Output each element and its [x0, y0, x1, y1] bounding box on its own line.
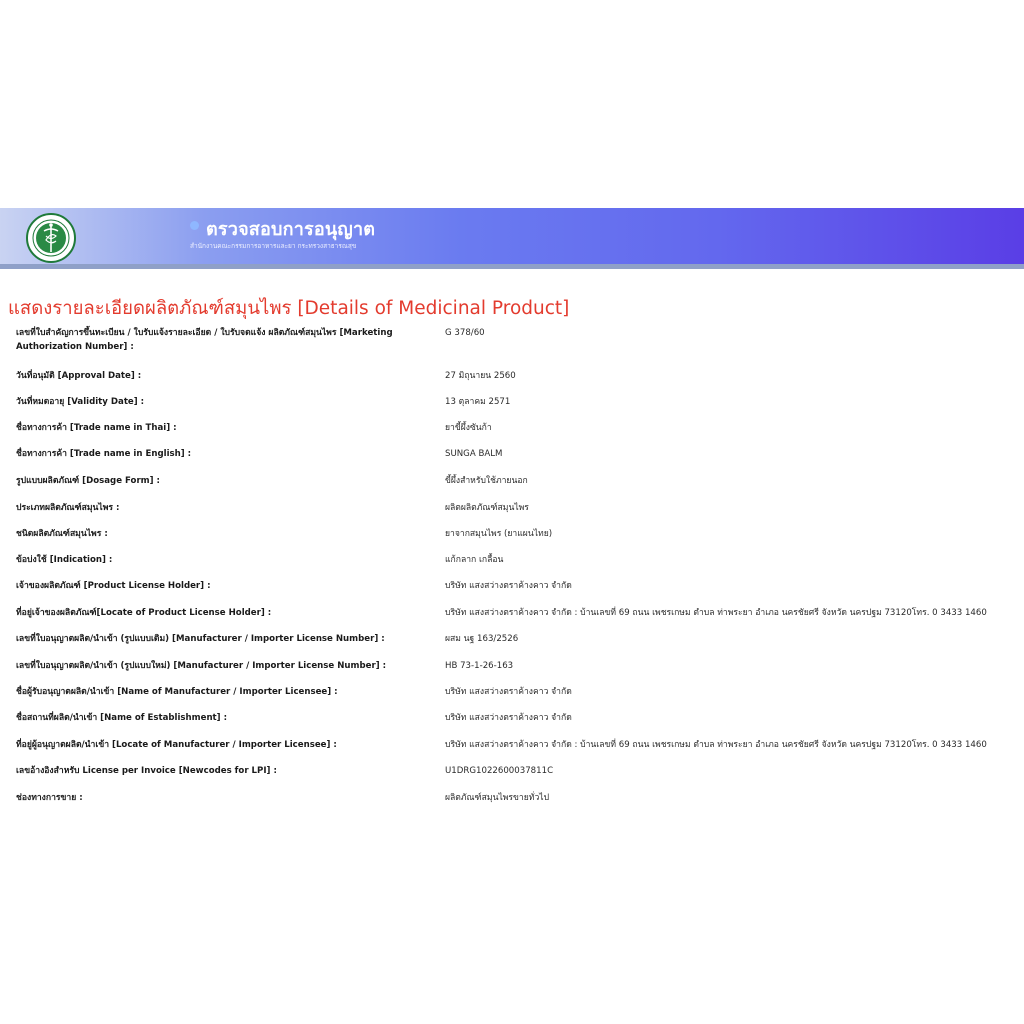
detail-label: ชื่อทางการค้า [Trade name in Thai] : [16, 423, 177, 433]
detail-value: บริษัท แสงสว่างตราค้างคาว จำกัด : บ้านเลขที่ 69 ถนน เพชรเกษม ตำบล ท่าพระยา อำเภอ นครชัยศรี จังหวัด นครปฐม 73120โทร. 0 3433 1460 [445, 608, 987, 618]
detail-label: ชื่อผู้รับอนุญาตผลิต/นำเข้า [Name of Manufacturer / Importer Licensee] : [16, 687, 338, 697]
detail-value: 27 มิถุนายน 2560 [445, 371, 516, 381]
detail-label: เลขที่ใบอนุญาตผลิต/นำเข้า (รูปแบบใหม่) [Manufacturer / Importer License Number] : [16, 661, 387, 671]
detail-label: เลขอ้างอิงสำหรับ License per Invoice [Newcodes for LPI] : [16, 766, 277, 776]
detail-label: ข้อบ่งใช้ [Indication] : [16, 555, 113, 565]
detail-value: บริษัท แสงสว่างตราค้างคาว จำกัด [445, 713, 572, 723]
header-bullet-icon [190, 221, 199, 230]
detail-value: บริษัท แสงสว่างตราค้างคาว จำกัด [445, 687, 572, 697]
detail-value: U1DRG1022600037811C [445, 766, 554, 776]
detail-value: 13 ตุลาคม 2571 [445, 397, 511, 407]
detail-value: ขี้ผึ้งสำหรับใช้ภายนอก [445, 476, 528, 486]
detail-label: วันที่หมดอายุ [Validity Date] : [16, 397, 145, 407]
page-title: แสดงรายละเอียดผลิตภัณฑ์สมุนไพร [Details of Medicinal Product] [8, 298, 570, 319]
header-divider [0, 264, 1024, 269]
detail-value: SUNGA BALM [445, 449, 503, 459]
site-title: ตรวจสอบการอนุญาต [206, 219, 376, 240]
detail-label: ที่อยู่ผู้อนุญาตผลิต/นำเข้า [Locate of Manufacturer / Importer Licensee] : [16, 740, 337, 750]
detail-label: ประเภทผลิตภัณฑ์สมุนไพร : [16, 503, 120, 513]
detail-value: HB 73-1-26-163 [445, 661, 514, 671]
detail-value: บริษัท แสงสว่างตราค้างคาว จำกัด : บ้านเลขที่ 69 ถนน เพชรเกษม ตำบล ท่าพระยา อำเภอ นครชัยศรี จังหวัด นครปฐม 73120โทร. 0 3433 1460 [445, 740, 987, 750]
ministry-seal-icon [18, 212, 84, 264]
header-banner [0, 208, 1024, 264]
site-subtitle: สำนักงานคณะกรรมการอาหารและยา กระทรวงสาธารณสุข [190, 242, 357, 250]
detail-label: ชนิดผลิตภัณฑ์สมุนไพร : [16, 529, 108, 539]
detail-value: ผสม นฐ 163/2526 [445, 634, 519, 644]
detail-value: ผลิตผลิตภัณฑ์สมุนไพร [445, 503, 529, 513]
detail-value: G 378/60 [445, 328, 485, 338]
detail-value: แก้กลาก เกลื้อน [445, 555, 504, 565]
detail-label: ที่อยู่เจ้าของผลิตภัณฑ์[Locate of Product License Holder] : [16, 608, 272, 618]
detail-value: ยาจากสมุนไพร (ยาแผนไทย) [445, 529, 553, 539]
detail-label: ช่องทางการขาย : [16, 793, 83, 803]
detail-label: รูปแบบผลิตภัณฑ์ [Dosage Form] : [16, 476, 160, 486]
detail-label: วันที่อนุมัติ [Approval Date] : [16, 371, 142, 381]
detail-value: บริษัท แสงสว่างตราค้างคาว จำกัด [445, 581, 572, 591]
detail-label: เจ้าของผลิตภัณฑ์ [Product License Holder] : [16, 581, 211, 591]
detail-label: ชื่อสถานที่ผลิต/นำเข้า [Name of Establishment] : [16, 713, 228, 723]
detail-value: ยาขี้ผึ้งซันก้า [445, 423, 492, 433]
detail-label: เลขที่ใบอนุญาตผลิต/นำเข้า (รูปแบบเดิม) [Manufacturer / Importer License Number] : [16, 634, 385, 644]
detail-value: ผลิตภัณฑ์สมุนไพรขายทั่วไป [445, 793, 550, 803]
detail-label: ชื่อทางการค้า [Trade name in English] : [16, 449, 192, 459]
detail-label: เลขที่ใบสำคัญการขึ้นทะเบียน / ใบรับแจ้งรายละเอียด / ใบรับจดแจ้ง ผลิตภัณฑ์สมุนไพร [Marketing Authorization Number] : [16, 328, 393, 352]
